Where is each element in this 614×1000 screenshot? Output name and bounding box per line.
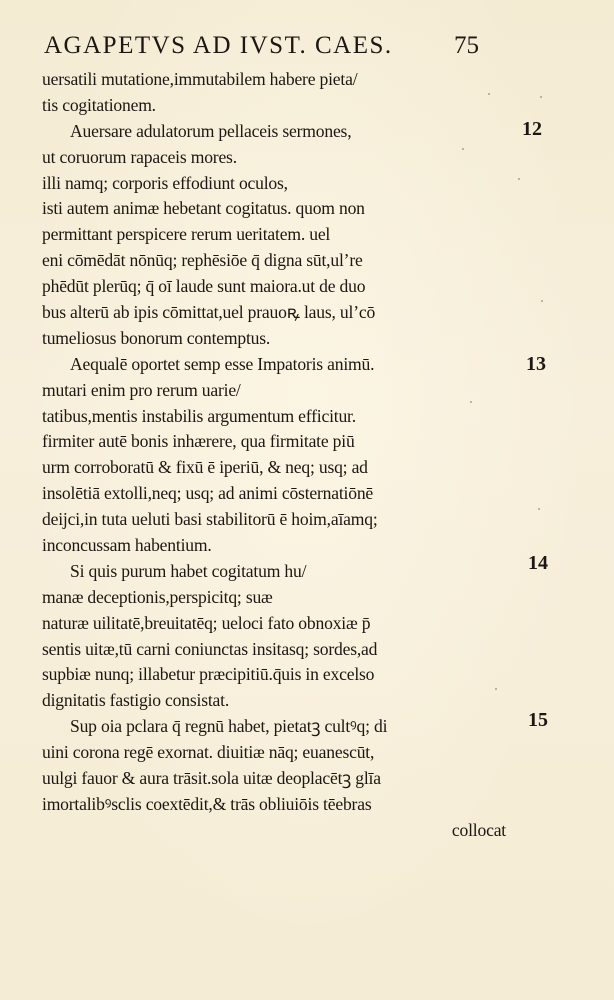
text-line: Auersare adulatorum pellaceis sermones, [70,120,352,141]
text-line: phēdūt plerūq; q̄ oī laude sunt maiora.ut de duo [42,276,366,297]
running-title: AGAPETVS AD IVST. CAES. [44,32,393,59]
text-line: uini corona regē exornat. diuitiæ nāq; euanescūt, [42,742,375,763]
folio-number: 75 [454,32,479,59]
text-line: uersatili mutatione,immutabilem habere pieta/ [42,69,358,89]
text-line: eni cōmēdāt nōnūq; rephēsiōe q̄ digna sūt,ul’re [42,250,363,271]
text-line: bus alterū ab ipis cōmittat,uel prauoꝶ laus, ul’cō [42,302,376,323]
text-line: Si quis purum habet cogitatum hu/ [70,560,307,581]
text-line: illi namq; corporis effodiunt oculos, [42,172,288,193]
text-line: ut coruorum rapaceis mores. [42,146,237,167]
marginal-number: 15 [528,709,548,731]
text-line: sentis uitæ,tū carni coniunctas insitasq; sordes,ad [42,638,378,659]
catchword: collocat [451,819,506,840]
text-line: dignitatis fastigio consistat. [42,690,230,711]
text-line: isti autem animæ hebetant cogitatus. quom non [42,198,365,219]
text-line: tumeliosus bonorum contemptus. [42,327,271,348]
text-line: mutari enim pro rerum uarie/ [42,379,241,400]
ink-speck [488,93,490,95]
ink-speck [518,178,520,180]
ink-speck [470,401,472,403]
text-line: supbiæ nunq; illabetur præcipitiū.q̄uis in excelso [42,664,375,685]
ink-speck [495,688,497,690]
text-line: insolētiā extolli,neq; usq; ad animi cōsternatiōnē [42,483,374,504]
text-line: Sup oia pclara q̄ regnū habet, pietatꝫ cultꝰq; di [70,716,388,737]
text-line: manæ deceptionis,perspicitq; suæ [42,586,273,607]
text-line: tis cogitationem. [42,94,156,115]
text-line: imortalibꝰsclis coextēdit,& trās obliuiōis tēebras [42,793,372,814]
running-header [44,30,514,62]
text-line: tatibus,mentis instabilis argumentum efficitur. [42,405,356,426]
ink-speck [540,96,542,98]
text-block [42,67,512,844]
ink-speck [462,148,464,150]
ink-speck [541,300,543,302]
text-line: inconcussam habentium. [42,535,212,556]
marginal-number: 13 [526,353,546,375]
text-line: firmiter autē bonis inhærere, qua firmitate piū [42,431,355,452]
text-line: naturæ uilitatē,breuitatēq; ueloci fato obnoxiæ p̄ [42,612,371,633]
marginal-number: 14 [528,552,548,574]
text-line: Aequalē oportet semp esse Impatoris animū. [70,353,375,374]
text-line: uulgi fauor & aura trāsit.sola uitæ deoplacētꝫ glīa [42,768,381,789]
ink-speck [538,508,540,510]
text-line: urm corroboratū & fixū ē iperiū, & neq; usq; ad [42,457,368,478]
marginal-number: 12 [522,118,542,140]
text-line: permittant perspicere rerum ueritatem. uel [42,224,331,245]
text-line: deijci,in tuta ueluti basi stabilitorū ē hoim,aīamq; [42,509,378,530]
